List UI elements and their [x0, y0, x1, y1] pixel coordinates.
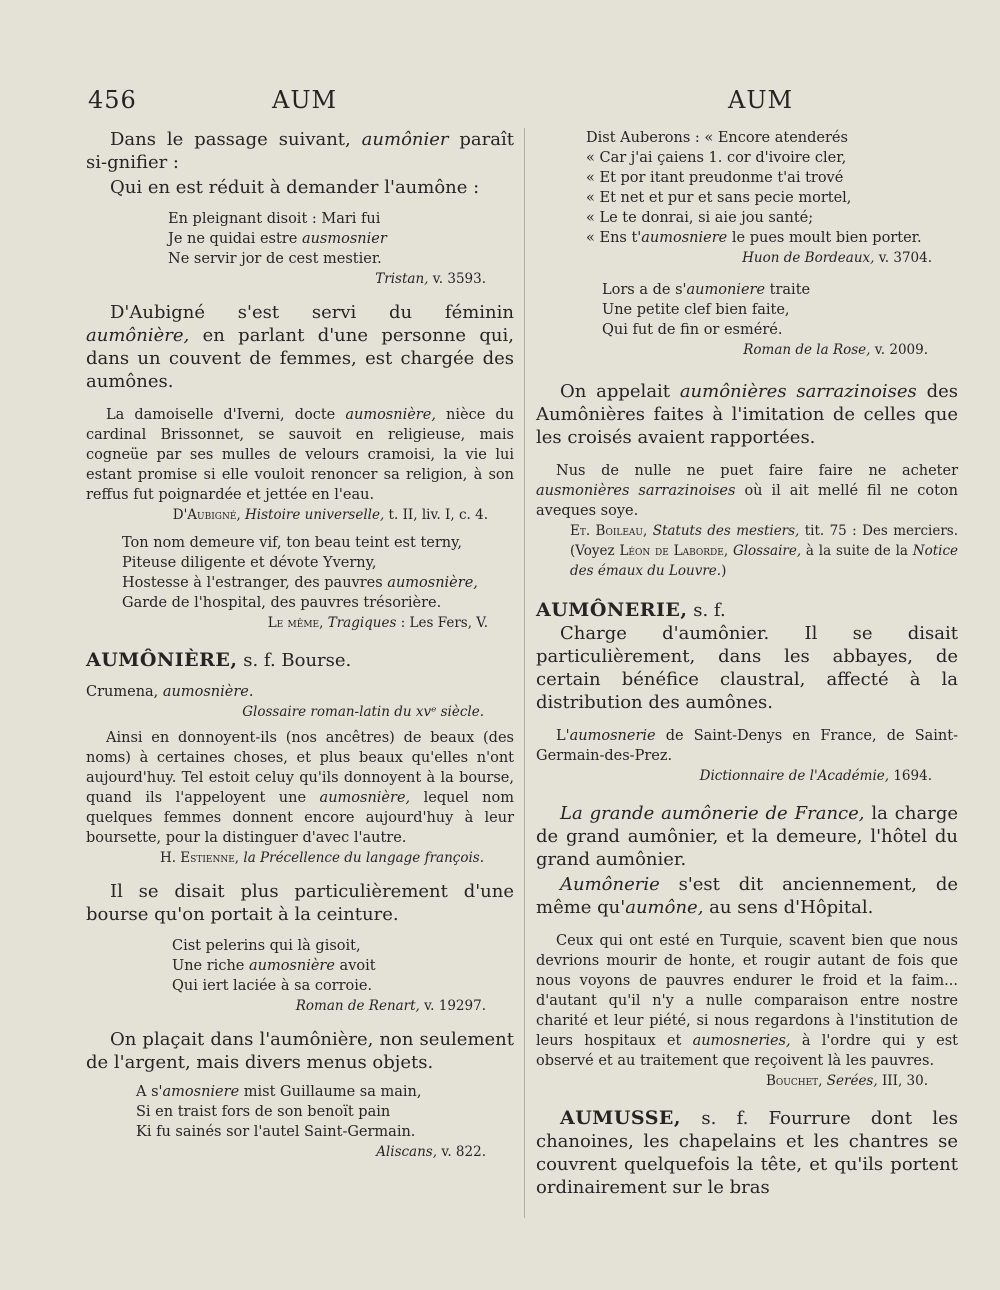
entry-aumoniere: AUMÔNIÈRE, s. f. Bourse.: [86, 649, 352, 671]
paragraph: Dans le passage suivant, aumônier paraît si-gnifier :: [86, 129, 514, 173]
left-column: [86, 128, 514, 1162]
prose-quote: La damoiselle d'Iverni, docte aumosnière, nièce du cardinal Brissonnet, se sauvoit en religieuse, mais cogneüe par ses mulles de velours cramoisi, la vie lui estant promise si elle vouloit renoncer sa religion, à son reffus fut poignardée et jettée en l'eau.: [86, 407, 514, 503]
prose-quote: Ainsi en donnoyent-ils (nos ancêtres) de beaux (des noms) à certaines choses, et plus beaux qu'elles n'ont aujourd'huy. Tel estoit celuy qu'ils donnoyent à la bourse, quand ils l'appeloyent une aumosnière, lequel nom quelques femmes donnent encore aujourd'huy à leur boursette, pour la distinguer d'avec l'autre.: [86, 730, 514, 846]
prose-quote: Crumena, aumosnière.: [86, 684, 254, 700]
paragraph: Qui en est réduit à demander l'aumône :: [110, 177, 480, 198]
citation: Bouchet, Serées, III, 30.: [765, 1073, 928, 1089]
verse-quote: Cist pelerins qui là gisoit, Une riche aumosnière avoit Qui iert laciée à sa corroie.: [172, 938, 376, 994]
entry-aumonerie: AUMÔNERIE, s. f.: [536, 599, 726, 621]
paragraph: D'Aubigné s'est servi du féminin aumônière, en parlant d'une personne qui, dans un couvent de femmes, est chargée des aumônes.: [86, 302, 514, 392]
paragraph: On plaçait dans l'aumônière, non seulement de l'argent, mais divers menus objets.: [86, 1029, 514, 1073]
citation: Huon de Bordeaux, v. 3704.: [742, 250, 932, 266]
left-running-head: AUM: [272, 86, 338, 114]
citation: D'Aubigné, Histoire universelle, t. II, liv. I, c. 4.: [172, 507, 488, 523]
page-number: 456: [88, 86, 137, 114]
paragraph: Aumônerie s'est dit anciennement, de même qu'aumône, au sens d'Hôpital.: [536, 874, 958, 918]
paragraph: La grande aumônerie de France, la charge de grand aumônier, et la demeure, l'hôtel du grand aumônier.: [536, 803, 958, 870]
paragraph: Charge d'aumônier. Il se disait particulièrement, dans les abbayes, de certain bénéfice claustral, affecté à la distribution des aumônes.: [536, 623, 958, 713]
citation: Glossaire roman-latin du xvᵉ siècle.: [242, 704, 484, 720]
verse-quote: Dist Auberons : « Encore atenderés « Car j'ai çaiens 1. cor d'ivoire cler, « Et por itant preudonme t'ai trové « Et net et pur et sans pecie mortel, « Le te donrai, si aie jou santé; « Ens t'aumosniere le pues moult bien porter.: [586, 130, 922, 246]
prose-quote: Nus de nulle ne puet faire faire ne acheter ausmonières sarrazinoises où il ait mellé fil ne coton aveques soye.: [536, 463, 958, 519]
citation: Roman de la Rose, v. 2009.: [743, 342, 928, 358]
verse-quote: En pleignant disoit : Mari fui Je ne quidai estre ausmosnier Ne servir jor de cest mestier.: [168, 211, 387, 267]
verse-quote: Lors a de s'aumoniere traite Une petite clef bien faite, Qui fut de fin or esméré.: [602, 282, 811, 338]
paragraph: Il se disait plus particulièrement d'une bourse qu'on portait à la ceinture.: [86, 881, 514, 925]
citation: Dictionnaire de l'Académie, 1694.: [699, 768, 932, 784]
entry-aumusse: AUMUSSE, s. f. Fourrure dont les chanoines, les chapelains et les chantres se couvrent quelquefois la tête, et qu'ils portent ordinairement sur le bras: [536, 1107, 958, 1198]
column-divider: [524, 128, 525, 1218]
prose-quote: Ceux qui ont esté en Turquie, scavent bien que nous devrions mourir de honte, et rougir autant de fois que nous voyons de pauvres endurer le froid et la faim... d'autant qu'il n'y a nulle comparaison entre nostre charité et leur piété, si nous regardons à l'institution de leurs hospitaux et aumosneries, à l'ordre qui y est observé et au traitement que reçoivent là les pauvres.: [536, 933, 958, 1069]
citation: Le même, Tragiques : Les Fers, V.: [267, 615, 488, 631]
verse-quote: A s'amosniere mist Guillaume sa main, Si en traist fors de son benoït pain Ki fu sainés sor l'autel Saint-Germain.: [136, 1084, 422, 1140]
paragraph: On appelait aumônières sarrazinoises des Aumônières faites à l'imitation de celles que les croisés avaient rapportées.: [536, 381, 958, 448]
citation: H. Estienne, la Précellence du langage françois.: [159, 850, 484, 866]
citation: Tristan, v. 3593.: [375, 271, 486, 287]
citation: Et. Boileau, Statuts des mestiers, tit. 75 : Des merciers. (Voyez Léon de Laborde, Glossaire, à la suite de la Notice des émaux du Louvre.): [570, 523, 958, 579]
citation: Roman de Renart, v. 19297.: [295, 998, 486, 1014]
right-running-head: AUM: [728, 86, 794, 114]
prose-quote: L'aumosnerie de Saint-Denys en France, de Saint-Germain-des-Prez.: [536, 728, 958, 764]
verse-quote: Ton nom demeure vif, ton beau teint est terny, Piteuse diligente et dévote Yverny, Hostesse à l'estranger, des pauvres aumosnière, Garde de l'hospital, des pauvres trésorière.: [122, 535, 478, 611]
right-column: [536, 128, 958, 1199]
citation: Aliscans, v. 822.: [376, 1144, 486, 1160]
